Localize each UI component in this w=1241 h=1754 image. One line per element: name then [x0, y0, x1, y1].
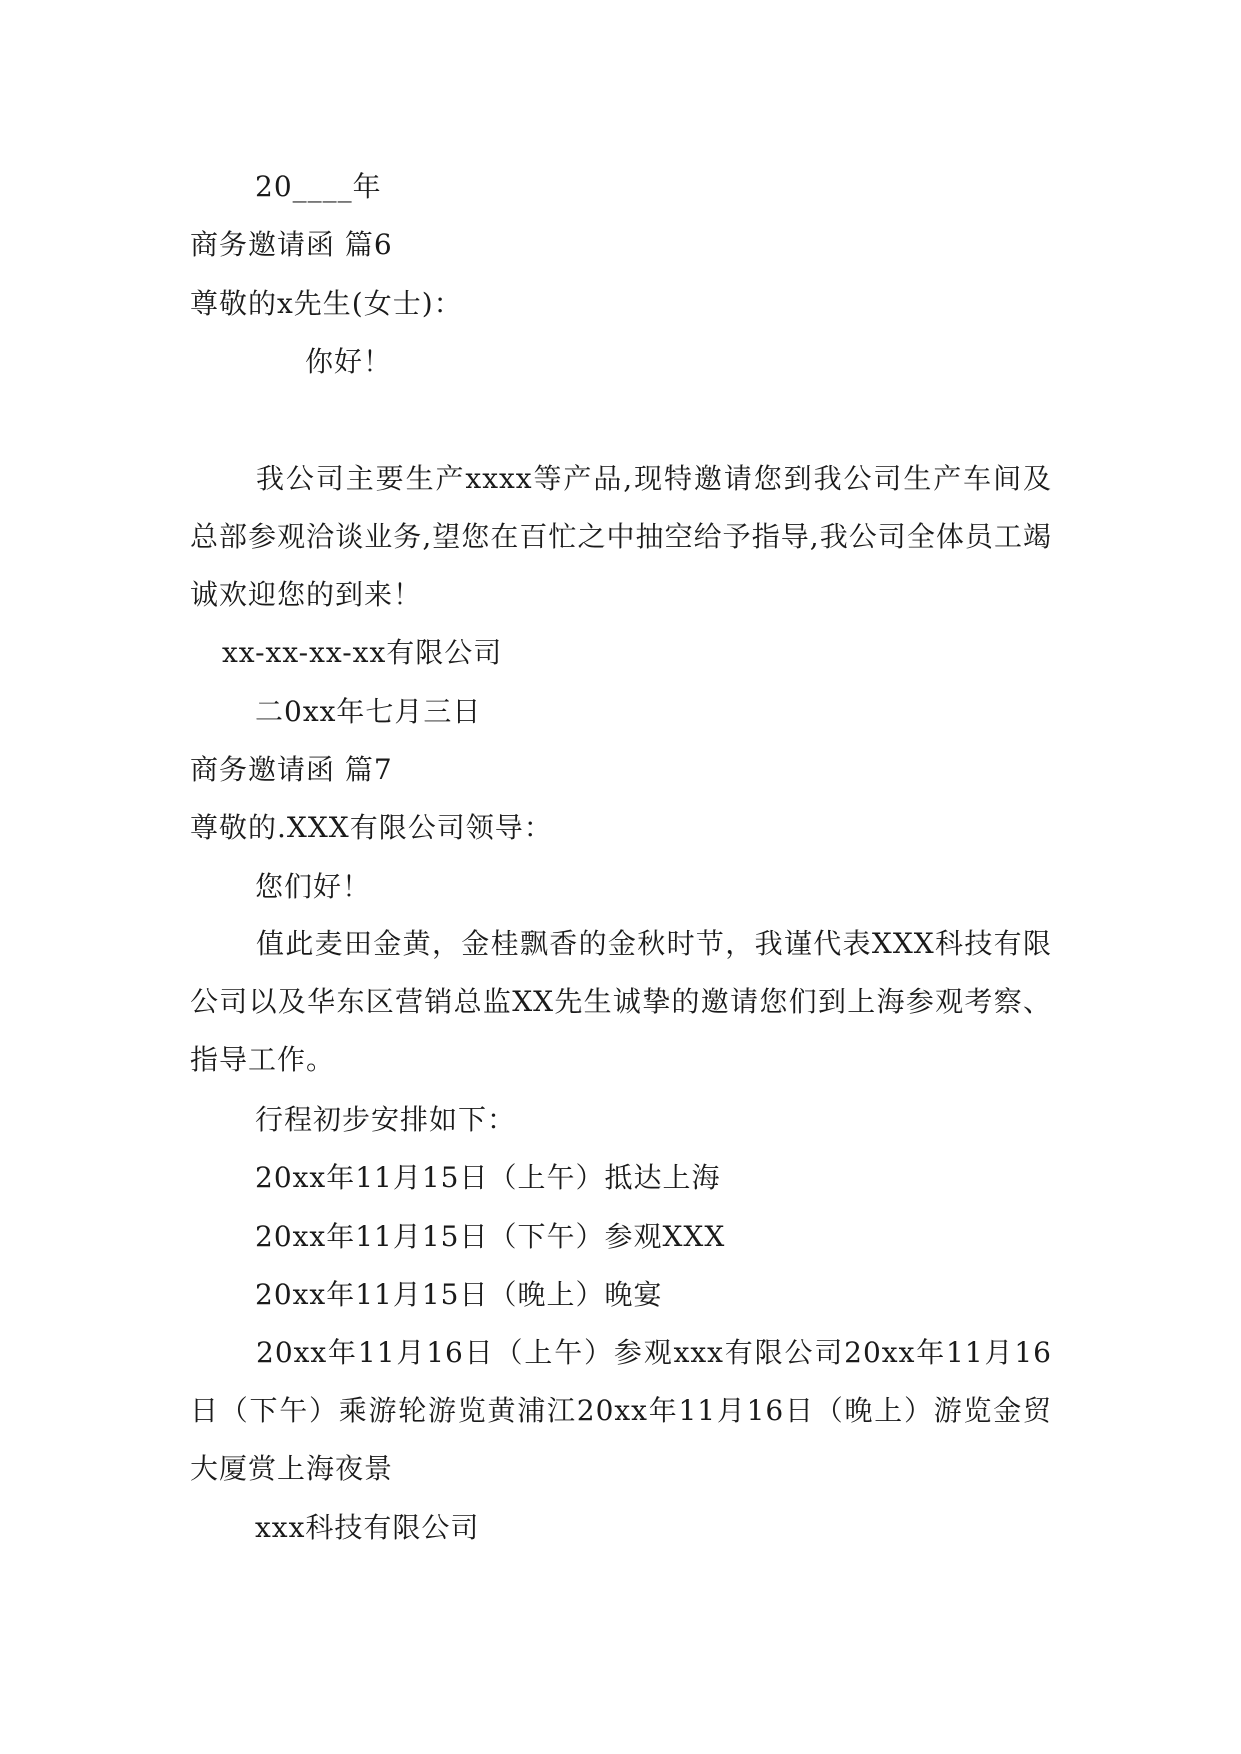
section6-title: 商务邀请函 篇6	[190, 228, 393, 261]
schedule-item: 20xx年11月15日（下午）参观XXX	[255, 1220, 726, 1253]
schedule-intro: 行程初步安排如下：	[255, 1103, 517, 1136]
year-line: 20____年	[255, 170, 382, 203]
schedule-combined: 20xx年11月16日（上午）参观xxx有限公司20xx年11月16日（下午）乘游轮游览黄浦江20xx年11月16日（晚上）游览金贸大厦赏上海夜景	[190, 1336, 1052, 1485]
schedule-item: 20xx年11月15日（上午）抵达上海	[255, 1161, 721, 1194]
section6-greeting: 你好！	[305, 345, 393, 378]
section7-body: 值此麦田金黄，金桂飘香的金秋时节，我谨代表XXX科技有限公司以及华东区营销总监XX先生诚挚的邀请您们到上海参观考察、指导工作。	[190, 927, 1052, 1076]
section6-body: 我公司主要生产xxxx等产品,现特邀请您到我公司生产车间及总部参观洽谈业务,望您在百忙之中抽空给予指导,我公司全体员工竭诚欢迎您的到来！	[190, 462, 1052, 611]
section6-date: 二0xx年七月三日	[255, 695, 482, 728]
section7-title: 商务邀请函 篇7	[190, 753, 393, 786]
section7-greeting: 您们好！	[255, 870, 372, 903]
section7-signature: xxx科技有限公司	[255, 1511, 480, 1544]
section6-salutation: 尊敬的x先生(女士)：	[190, 287, 463, 320]
section7-salutation: 尊敬的.XXX有限公司领导：	[190, 811, 553, 844]
schedule-item: 20xx年11月15日（晚上）晚宴	[255, 1278, 663, 1311]
section6-signature: xx-xx-xx-xx有限公司	[222, 636, 503, 669]
